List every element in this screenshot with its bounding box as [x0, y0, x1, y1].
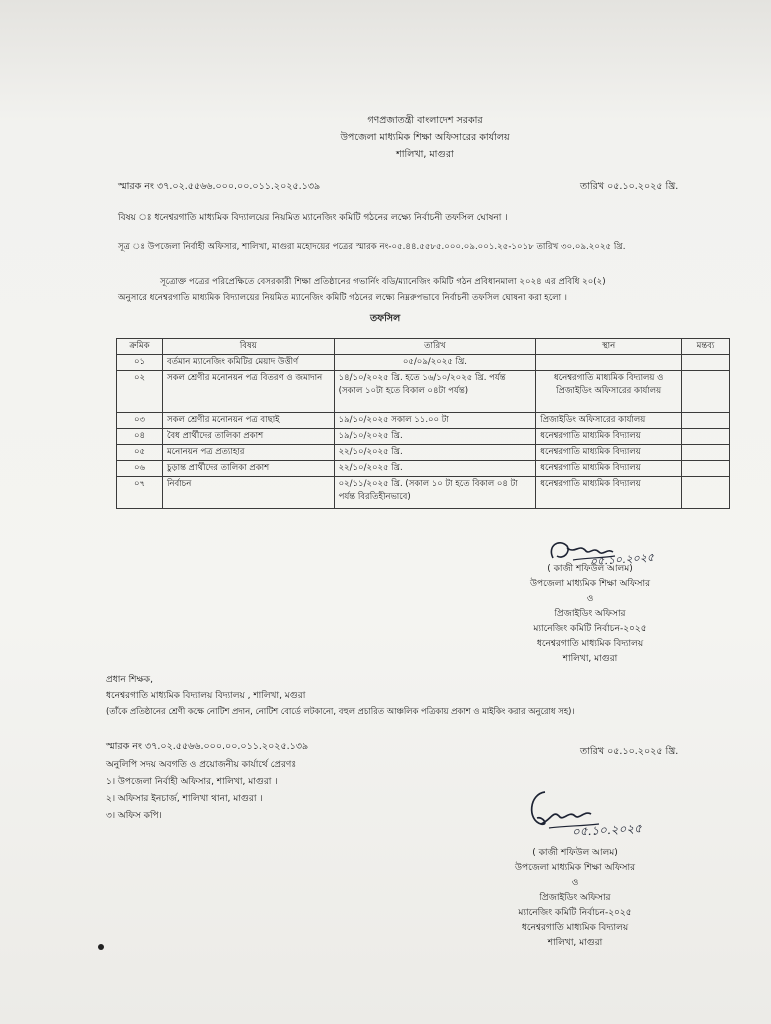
table-row — [117, 413, 730, 429]
row-subject: বর্তমান ম্যানেজিং কমিটির মেয়াদ উত্তীর্ণ — [162, 355, 334, 371]
row-remark — [682, 461, 730, 477]
office-title: উপজেলা মাধ্যমিক শিক্ষা অফিসারের কার্যালয় — [340, 132, 510, 143]
row-date: ২২/১০/২০২৫ খ্রি. — [334, 461, 536, 477]
header-serial: ক্রমিক — [117, 339, 163, 355]
committee-title: ম্যানেজিং কমিটি নির্বাচন-২০২৫ — [518, 908, 632, 918]
copy-item: ১। উপজেলা নির্বাহী অফিসার, শালিখা, মাগুরা । — [106, 777, 278, 787]
table-header-row — [117, 339, 730, 355]
header-date: তারিখ — [334, 339, 536, 355]
office-location: শালিখা, মাগুরা — [396, 149, 454, 160]
schedule-title: তফসিল — [370, 313, 401, 324]
copy-item: ৩। অফিস কপি। — [106, 811, 162, 821]
row-serial: ০৩ — [117, 413, 163, 429]
schedule-table — [116, 338, 730, 509]
row-date: ০৫/০৯/২০২৫ খ্রি. — [334, 355, 536, 371]
header-subject: বিষয় — [162, 339, 334, 355]
row-date: ১৯/১০/২০২৫ সকাল ১১.০০ টা — [334, 413, 536, 429]
table-row — [117, 477, 730, 509]
location: শালিখা, মাগুরা — [562, 654, 618, 664]
copy-item: ২। অফিসার ইনচার্জ, শালিখা থানা, মাগুরা । — [106, 794, 263, 804]
row-remark — [682, 429, 730, 445]
officer-title: উপজেলা মাধ্যমিক শিক্ষা অফিসার — [514, 863, 636, 873]
memo-number: স্মারক নং ৩৭.০২.৫৫৬৬.০০০.০০.০১১.২০২৫.১৩৯ — [118, 181, 321, 192]
row-place — [536, 355, 682, 371]
row-subject: বৈধ প্রার্থীদের তালিকা প্রকাশ — [162, 429, 334, 445]
row-date: ১৪/১০/২০২৫ খ্রি. হতে ১৬/১০/২০২৫ খ্রি. পর্যন্ত (সকাল ১০টা হতে বিকাল ০৪টা পর্যন্ত) — [334, 371, 536, 413]
row-place: ধনেশ্বরগাতি মাধ্যমিক বিদ্যালয় ও প্রিজাইডিং অফিসারের কার্যালয় — [536, 371, 682, 413]
ink-dot — [98, 944, 104, 950]
row-place: ধনেশ্বরগাতি মাধ্যমিক বিদ্যালয় — [536, 429, 682, 445]
row-serial: ০৬ — [117, 461, 163, 477]
row-remark — [682, 413, 730, 429]
row-subject: সকল শ্রেণীর মনোনয়ন পত্র বাছাই — [162, 413, 334, 429]
table-row — [117, 461, 730, 477]
row-serial: ০২ — [117, 371, 163, 413]
and-text: ও — [571, 878, 579, 888]
row-remark — [682, 445, 730, 461]
subject-line: বিষয় ঃ ধনেশ্বরগাতি মাধ্যমিক বিদ্যালয়ের নিয়মিত ম্যানেজিং কমিটি গঠনের লক্ষ্যে নির্বাচনী তফসিল ঘোষনা । — [118, 213, 508, 223]
signature-date: ০৫.১০.২০২৫ — [571, 821, 643, 839]
copy-memo-date: তারিখ ০৫.১০.২০২৫ খ্রি. — [580, 746, 679, 757]
table-row — [117, 429, 730, 445]
gov-title: গণপ্রজাতন্ত্রী বাংলাদেশ সরকার — [367, 115, 483, 126]
officer-name: ( কাজী শফিউল আলম) — [532, 848, 618, 858]
recipient-school: ধনেশ্বরগাতি মাধ্যমিক বিদ্যালয় বিদ্যালয় , শালিখা, মগুরা — [106, 691, 306, 701]
row-place: ধনেশ্বরগাতি মাধ্যমিক বিদ্যালয় — [536, 445, 682, 461]
row-subject: নির্বাচন — [162, 477, 334, 509]
school-name: ধনেশ্বরগাতি মাধ্যমিক বিদ্যালয় — [521, 923, 629, 933]
signature-date: ০৫.১০.২০২৫ — [589, 550, 655, 569]
row-place: ধনেশ্বরগাতি মাধ্যমিক বিদ্যালয় — [536, 477, 682, 509]
row-serial: ০১ — [117, 355, 163, 371]
signature-block-2 — [480, 846, 670, 951]
body-line-1: সূত্রোক্ত পত্রের পরিপ্রেক্ষিতে বেসরকারী শিক্ষা প্রতিষ্ঠানের গভার্নিং বডি/ম্যানেজিং কমিটি গঠন প্রবিধানমালা ২০২৪ এর প্রবিধি ২০(২) — [160, 277, 606, 287]
body-line-2: অনুসারে ধনেশ্বরগাতি মাধ্যমিক বিদ্যালয়ের নিয়মিত ম্যানেজিং কমিটি গঠনের লক্ষ্যে নিম্নরুপভাবে নির্বাচনী তফসিল ঘোষনা করা হলো । — [118, 293, 567, 303]
row-date: ১৯/১০/২০২৫ খ্রি. — [334, 429, 536, 445]
recipient-note: (তাঁকে প্রতিষ্ঠানের শ্রেণী কক্ষে নোটিশ প্রদান, নোটিশ বোর্ডে লটকানো, বহুল প্রচারিত আঞ্চলিক পত্রিকায় প্রকাশ ও মাইকিং করার অনুরোধ সহ)। — [106, 706, 575, 716]
row-subject: সকল শ্রেণীর মনোনয়ন পত্র বিতরণ ও জমাদান — [162, 371, 334, 413]
row-serial: ০৭ — [117, 477, 163, 509]
row-serial: ০৪ — [117, 429, 163, 445]
school-name: ধনেশ্বরগাতি মাধ্যমিক বিদ্যালয় — [536, 639, 644, 649]
table-row — [117, 355, 730, 371]
row-place: প্রিজাইডিং অফিসারের কার্যালয় — [536, 413, 682, 429]
row-place: ধনেশ্বরগাতি মাধ্যমিক বিদ্যালয় — [536, 461, 682, 477]
row-date: ০২/১১/২০২৫ খ্রি. (সকাল ১০ টা হতে বিকাল ০৪ টা পর্যন্ত বিরতিহীনভাবে) — [334, 477, 536, 509]
row-serial: ০৫ — [117, 445, 163, 461]
row-date: ২২/১০/২০২৫ খ্রি. — [334, 445, 536, 461]
row-remark — [682, 355, 730, 371]
reference-line: সূত্র ঃ উপজেলা নির্বাহী অফিসার, শালিখা, মাগুরা মহোদয়ের পত্রের স্মারক নং-০৫.৪৪.৫৫৮৫.০০০.০৯.০০১.২৫-১০১৮ তারিখ ৩০.০৯.২০২৫ খ্রি. — [118, 242, 626, 252]
officer-name: ( কাজী শফিউল আলম) — [547, 564, 633, 574]
and-text: ও — [586, 594, 594, 604]
copy-memo-number: স্মারক নং ৩৭.০২.৫৫৬৬.০০০.০০.০১১.২০২৫.১৩৯ — [106, 741, 309, 752]
signature-block-1 — [505, 562, 675, 667]
table-row — [117, 371, 730, 413]
header-place: স্থান — [536, 339, 682, 355]
presiding-title: প্রিজাইডিং অফিসার — [554, 609, 626, 619]
row-remark — [682, 477, 730, 509]
row-subject: মনোনয়ন পত্র প্রত্যাহার — [162, 445, 334, 461]
row-remark — [682, 371, 730, 413]
location: শালিখা, মাগুরা — [547, 938, 603, 948]
recipient-title: প্রধান শিক্ষক, — [106, 675, 153, 685]
presiding-title: প্রিজাইডিং অফিসার — [539, 893, 611, 903]
table-row — [117, 445, 730, 461]
row-subject: চুড়ান্ত প্রার্থীদের তালিকা প্রকাশ — [162, 461, 334, 477]
committee-title: ম্যানেজিং কমিটি নির্বাচন-২০২৫ — [533, 624, 647, 634]
officer-title: উপজেলা মাধ্যমিক শিক্ষা অফিসার — [529, 579, 651, 589]
copy-intro: অনুলিপি সদয় অবগতি ও প্রয়োজনীয় কার্যার্থে প্রেরণঃ — [106, 760, 297, 770]
header-remark: মন্তব্য — [682, 339, 730, 355]
memo-date: তারিখ ০৫.১০.২০২৫ খ্রি. — [580, 181, 679, 192]
